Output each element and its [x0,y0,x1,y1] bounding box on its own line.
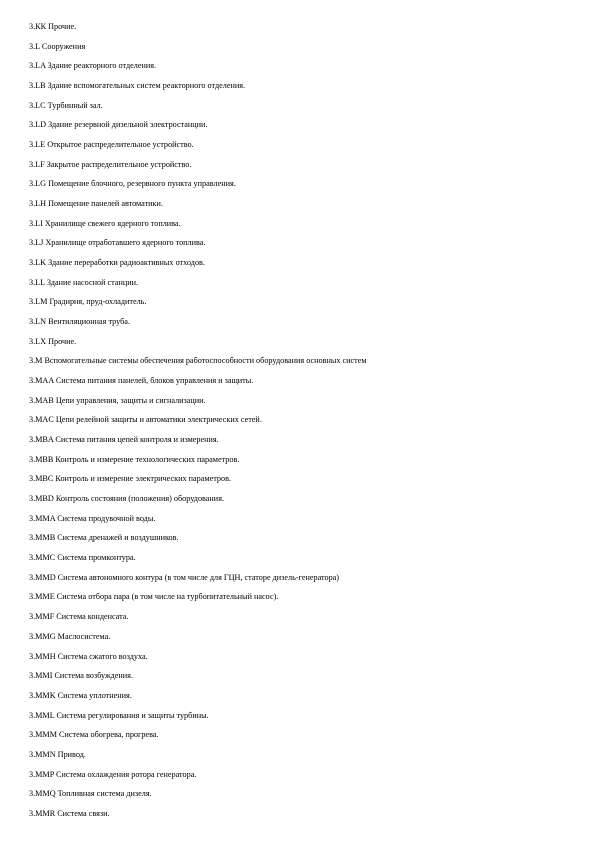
document-line: 3.M Вспомогательные системы обеспечения работоспособности оборудования основных систем [29,356,367,366]
document-line: 3.MMM Система обогрева, прогрева. [29,730,159,740]
document-line: 3.MML Система регулирования и защиты турбины. [29,710,209,720]
document-line: 3.MAA Система питания панелей, блоков управления и защиты. [29,376,254,386]
document-line: 3.LN Вентиляционная труба. [29,317,130,327]
document-line-list [29,17,574,824]
document-line: 3.MAB Цепи управления, защиты и сигнализации. [29,395,206,405]
document-line: 3.MMQ Топливная система дизеля. [29,789,152,799]
document-line: 3.MMP Система охлаждения ротора генератора. [29,769,197,779]
document-line: 3.LX Прочие. [29,336,77,346]
document-line: 3.MBD Контроль состояния (положения) оборудования. [29,494,225,504]
document-line: 3.MMB Система дренажей и воздушников. [29,533,179,543]
document-line: 3.MMD Система автономного контура (в том числе для ГЦН, статоре дизель-генератора) [29,572,340,582]
document-line: 3.MMR Система связи. [29,808,110,818]
document-line: 3.LG Помещение блочного, резервного пункта управления. [29,179,236,189]
document-line: 3.КК Прочие. [29,22,77,31]
document-line: 3.MBA Система питания цепей контроля и измерения. [29,435,219,445]
document-line: 3.LJ Хранилище отработавшего ядерного топлива. [29,238,206,248]
document-line: 3.MAC Цепи релейной защиты и автоматики электрических сетей. [29,415,262,425]
document-line: 3.MMI Система возбуждения. [29,671,133,681]
document-line: 3.LH Помещение панелей автоматики. [29,199,163,209]
document-line: 3.MBC Контроль и измерение электрических параметров. [29,474,231,484]
document-line: 3.LI Хранилище свежего ядерного топлива. [29,218,181,228]
document-line: 3.LC Турбинный зал. [29,100,103,110]
document-line: 3.MMN Привод. [29,749,86,759]
document-line: 3.LE Открытое распределительное устройство. [29,140,194,150]
document-line: 3.MMG Маслосистема. [29,631,111,641]
document-line: 3.LF Закрытое распределительное устройство. [29,159,192,169]
document-line: 3.MMH Система сжатого воздуха. [29,651,148,661]
document-line: 3.LA Здание реакторного отделения. [29,61,157,71]
document-line: 3.MME Система отбора пара (в том числе на турбопитательный насос). [29,592,279,602]
document-line: 3.L Сооружения [29,41,86,51]
document-line: 3.MMK Система уплотнения. [29,690,132,700]
document-line: 3.MBB Контроль и измерение технологических параметров. [29,454,240,464]
document-line: 3.LD Здание резервной дизельной электростанции. [29,120,208,130]
document-line: 3.LK Здание переработки радиоактивных отходов. [29,258,205,268]
document-line: 3.LB Здание вспомогательных систем реакторного отделения. [29,81,246,91]
document-line: 3.LM Градирня, пруд-охладитель. [29,297,147,307]
document-line: 3.LL Здание насосной станции. [29,277,139,287]
document-line: 3.MMC Система промконтура. [29,553,136,563]
document-line: 3.MMF Система конденсата. [29,612,129,622]
document-line: 3.MMA Система продувочной воды. [29,513,156,523]
